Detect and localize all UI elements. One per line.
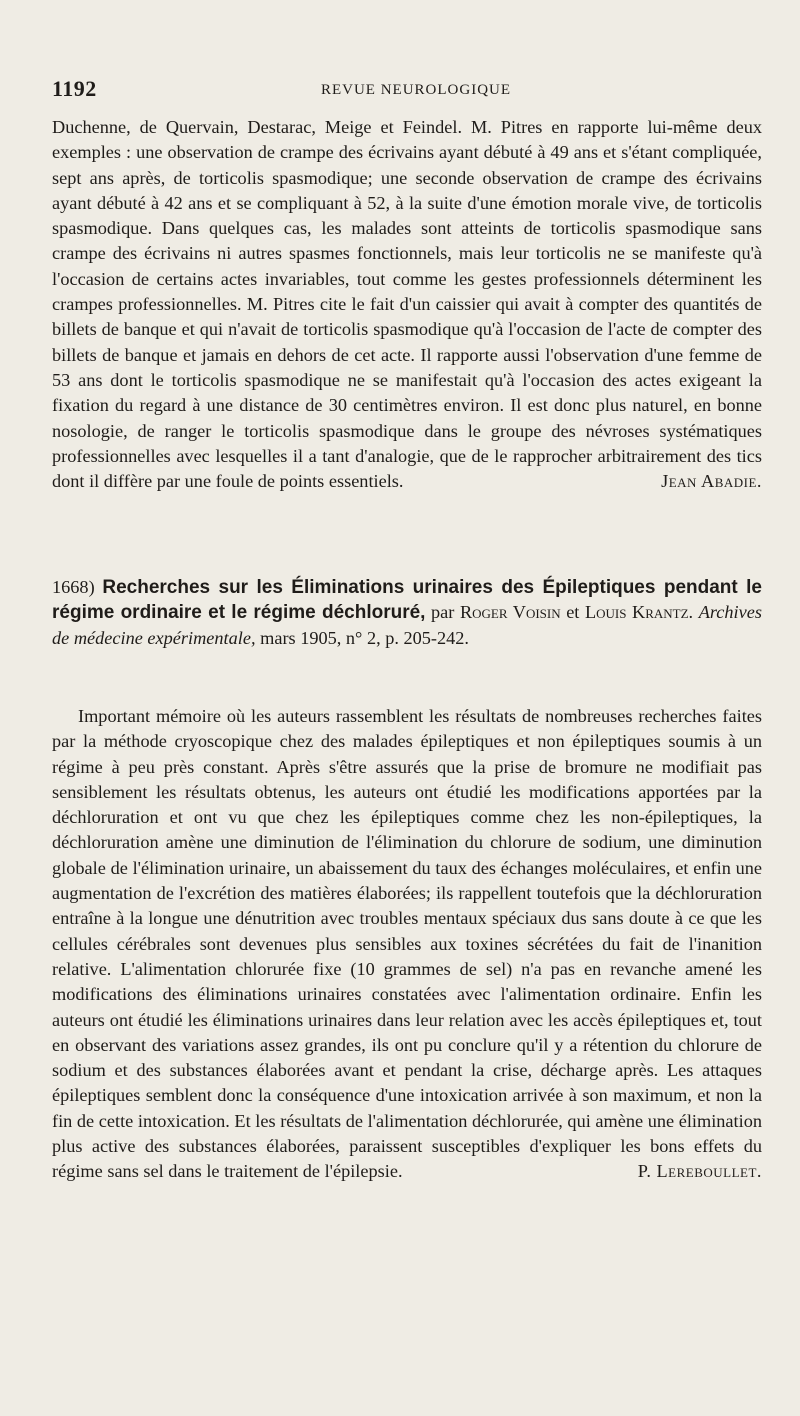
review-heading xyxy=(52,575,762,651)
review-body-paragraph xyxy=(52,704,762,1185)
previous-review-signature: Jean Abadie. xyxy=(661,471,762,492)
review-and: et xyxy=(566,602,580,623)
review-author-2: Louis Krantz. xyxy=(584,602,694,623)
review-by: par xyxy=(431,602,455,623)
previous-review-text xyxy=(52,115,762,494)
review-body-text: Important mémoire où les auteurs rassemblent les résultats de nombreuses recherches faites par la méthode cryoscopique chez des malades épileptiques et non épileptiques soumis à un régime à peu près constant. Après s'être assurés que la prise de bromure ne modifiait pas sensiblement les résultats obtenus, les auteurs ont étudié les modifications apportées par la déchloruration et ont vu que chez les épileptiques comme chez les non-épileptiques, la déchloruration amène une diminution de l'élimination du chlorure de sodium, une diminution globale de l'élimination urinaire, un abaissement du taux des échanges moléculaires, et enfin une augmentation de l'excrétion des matières élaborées; ils rappellent toutefois que la déchloruration entraîne à la longue une dénutrition avec troubles mentaux spéciaux dus sans doute à ce que les cellules cérébrales sont devenues plus sensibles aux toxines sécrétées du fait de l'inanition relative. L'alimentation chlorurée fixe (10 grammes de sel) n'a pas en revanche amené les modifications des éliminations urinaires constatées avec l'alimentation ordinaire. Enfin les auteurs ont étudié les éliminations urinaires dans leur relation avec les accès épileptiques et, tout en observant des variations assez grandes, ils ont pu conclure qu'il y a rétention du chlorure de sodium et des substances élaborées avant et pendant la crise, décharge après. Les attaques épileptiques semblent donc la conséquence d'une intoxication arrivée à son maximum, et non la fin de cette intoxication. Et les résultats de l'alimentation déchlorurée, qui amène une élimination plus active des substances élaborées, paraissent susceptibles d'expliquer les bons effets du régime sans sel dans le traitement de l'épilepsie. xyxy=(52,706,762,1182)
review-number: 1668) xyxy=(52,577,95,597)
review-title: Recherches sur les Éliminations urinaires des Épileptiques pendant le régime ordinaire et le régime déchloruré, xyxy=(52,577,762,624)
review-author-1: Roger Voisin xyxy=(459,602,561,623)
review-signature: P. Lereboullet. xyxy=(637,1161,762,1182)
journal-title: REVUE NEUROLOGIQUE xyxy=(320,82,512,98)
previous-review-body: Duchenne, de Quervain, Destarac, Meige et Feindel. M. Pitres en rapporte lui-même deux exemples : une observation de crampe des écrivains ayant débuté à 49 ans et s'étant compliquée, sept ans après, de torticolis spasmodique; une seconde observation de crampe des écrivains ayant débuté à 42 ans et se compliquant à 52, à la suite d'une émotion morale vive, de torticolis spasmodique. Dans quelques cas, les malades sont atteints de torticolis spasmodique sans crampe des écrivains ni autres spasmes fonctionnels, mais leur torticolis ne se manifeste qu'à l'occasion de certains actes invariables, tout comme les gestes professionnels déterminent les crampes professionnelles. M. Pitres cite le fait d'un caissier qui avait à compter des quantités de billets de banque et qui n'avait de torticolis spasmodique qu'à l'occasion de l'acte de compter des billets de banque et jamais en dehors de cet acte. Il rapporte aussi l'observation d'une femme de 53 ans dont le torticolis spasmodique ne se manifestait qu'à l'occasion des actes exigeant la fixation du regard à une distance de 30 centimètres environ. Il est donc plus naturel, en bonne nosologie, de ranger le torticolis spasmodique dans le groupe des névroses systématiques professionnelles avec lesquelles il a tant d'analogie, que de le rapprocher arbitrairement des tics dont il diffère par une foule de points essentiels. xyxy=(52,117,762,492)
page-number: 1192 xyxy=(52,76,97,101)
running-head xyxy=(52,76,760,106)
review-citation: mars 1905, n° 2, p. 205-242. xyxy=(260,627,470,648)
review-heading-paragraph xyxy=(52,575,762,651)
review-journal: Archives de médecine expérimentale, xyxy=(52,602,762,648)
review-body xyxy=(52,704,762,1185)
previous-review xyxy=(52,115,762,494)
